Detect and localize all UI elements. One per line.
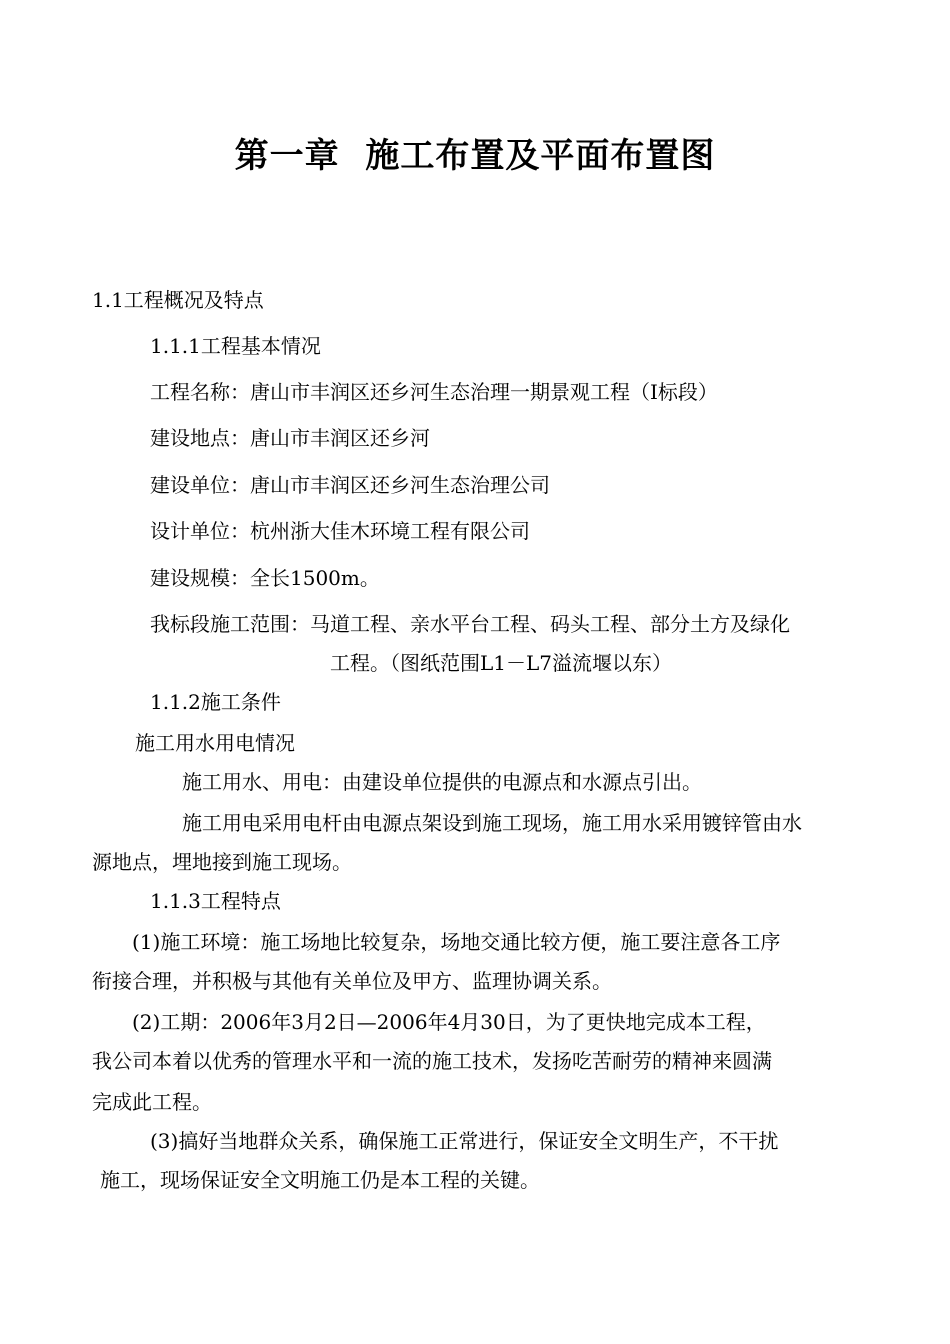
designer-line: 设计单位：杭州浙大佳木环境工程有限公司 xyxy=(150,519,530,543)
scope-line-1: 我标段施工范围：马道工程、亲水平台工程、码头工程、部分土方及绿化 xyxy=(150,612,790,636)
scope-line-2: 工程。（图纸范围L1－L7溢流堰以东） xyxy=(330,651,673,675)
scale-line: 建设规模：全长1500m。 xyxy=(150,566,380,590)
water-power-heading: 施工用水用电情况 xyxy=(135,731,295,755)
project-name-line: 工程名称：唐山市丰润区还乡河生态治理一期景观工程（Ⅰ标段） xyxy=(150,380,718,404)
water-power-paragraph-1: 施工用水、用电：由建设单位提供的电源点和水源点引出。 xyxy=(182,770,702,794)
feature-1-line-1: (1)施工环境：施工场地比较复杂，场地交通比较方便，施工要注意各工序 xyxy=(132,930,781,954)
owner-line: 建设单位：唐山市丰润区还乡河生态治理公司 xyxy=(150,473,550,497)
feature-3-line-2: 施工，现场保证安全文明施工仍是本工程的关键。 xyxy=(100,1168,540,1192)
section-heading-1-1-3: 1.1.3工程特点 xyxy=(150,889,281,913)
section-heading-1-1: 1.1工程概况及特点 xyxy=(92,288,264,312)
water-power-paragraph-2-line-1: 施工用电采用电杆由电源点架设到施工现场，施工用水采用镀锌管由水 xyxy=(182,811,802,835)
feature-1-line-2: 衔接合理，并积极与其他有关单位及甲方、监理协调关系。 xyxy=(92,969,612,993)
chapter-title: 第一章 施工布置及平面布置图 xyxy=(234,136,716,176)
feature-3-line-1: (3)搞好当地群众关系，确保施工正常进行，保证安全文明生产，不干扰 xyxy=(150,1129,779,1153)
feature-2-line-1: (2)工期：2006年3月2日—2006年4月30日，为了更快地完成本工程， xyxy=(132,1010,766,1034)
section-heading-1-1-1: 1.1.1工程基本情况 xyxy=(150,334,321,358)
feature-2-line-3: 完成此工程。 xyxy=(92,1090,212,1114)
feature-2-line-2: 我公司本着以优秀的管理水平和一流的施工技术，发扬吃苦耐劳的精神来圆满 xyxy=(92,1049,772,1073)
location-line: 建设地点：唐山市丰润区还乡河 xyxy=(150,426,430,450)
section-heading-1-1-2: 1.1.2施工条件 xyxy=(150,690,281,714)
water-power-paragraph-2-line-2: 源地点，埋地接到施工现场。 xyxy=(92,850,352,874)
